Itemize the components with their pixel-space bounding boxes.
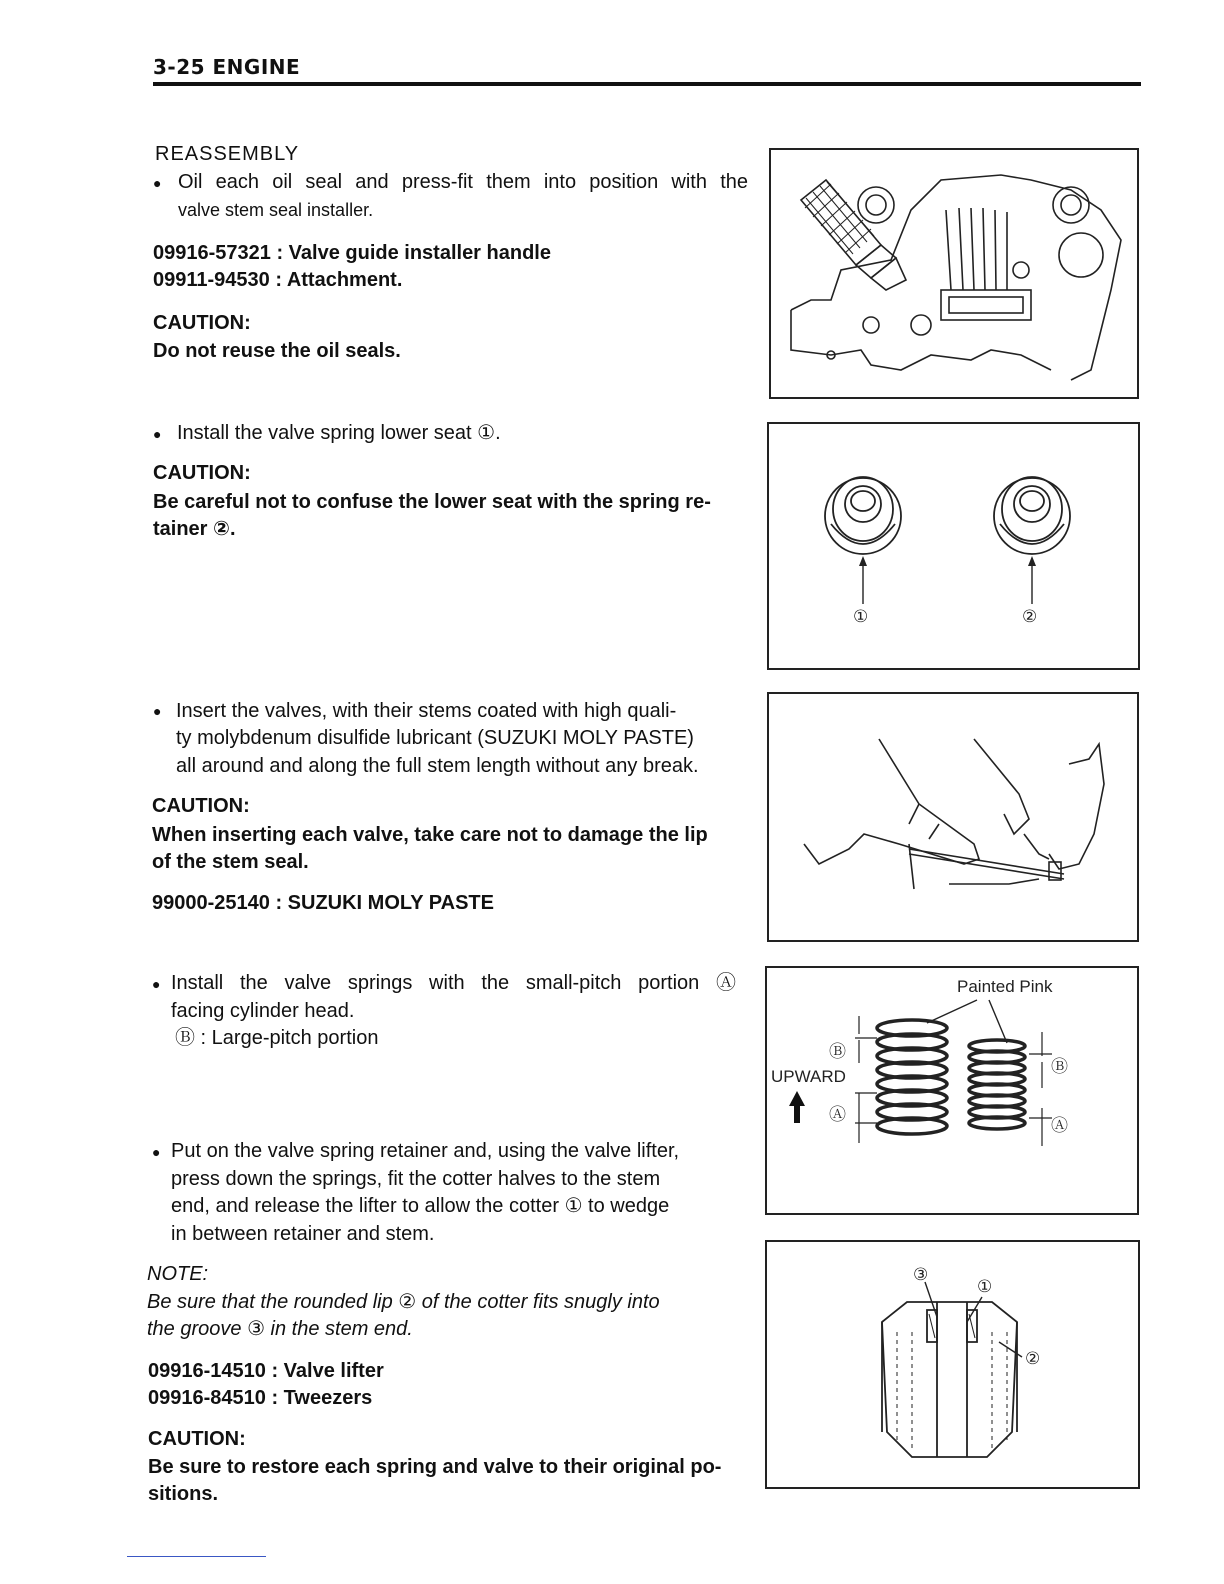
bullet-dot: ● xyxy=(153,426,162,442)
retainer-caution-line1: Be sure to restore each spring and valve to their original po- xyxy=(148,1456,722,1478)
page-header xyxy=(153,55,1141,79)
label-a-left: Ⓐ xyxy=(829,1105,846,1124)
lower-seat-caution-line2: tainer ②. xyxy=(153,518,236,540)
reassembly-caution-label: CAUTION: xyxy=(153,312,251,334)
retainer-bullet-line3: end, and release the lifter to allow the cotter ① to wedge xyxy=(171,1195,670,1217)
bullet-dot: ● xyxy=(153,703,162,719)
retainer-bullet-line4: in between retainer and stem. xyxy=(171,1223,435,1245)
retainer-tool2: 09916-84510 : Tweezers xyxy=(148,1387,373,1409)
bullet-dot: ● xyxy=(152,1144,161,1160)
valves-bullet-line3: all around and along the full stem length without any break. xyxy=(176,755,699,777)
figure-springs xyxy=(765,966,1139,1215)
lower-seat-bullet: Install the valve spring lower seat ①. xyxy=(177,422,501,444)
bottom-link-underline xyxy=(127,1556,266,1557)
retainer-bullet-line1: Put on the valve spring retainer and, using the valve lifter, xyxy=(171,1140,680,1162)
seat-label-1: ① xyxy=(853,607,869,626)
upward-label: UPWARD xyxy=(771,1067,846,1086)
reassembly-tool2: 09911-94530 : Attachment. xyxy=(153,269,403,291)
bullet-dot: ● xyxy=(152,976,161,992)
cotter-label-1: ① xyxy=(977,1277,993,1296)
valves-caution-line1: When inserting each valve, take care not to damage the lip xyxy=(152,824,708,846)
outer-spring xyxy=(877,1020,947,1134)
seat-retainer-illustration xyxy=(769,424,1138,668)
retainer-note-line1: Be sure that the rounded lip ② of the cotter fits snugly into xyxy=(147,1291,660,1313)
springs-bullet-line2: facing cylinder head. xyxy=(171,1000,355,1022)
valves-caution-line2: of the stem seal. xyxy=(152,851,309,873)
label-b-left: Ⓑ xyxy=(829,1042,846,1061)
lower-seat-caution-line1: Be careful not to confuse the lower seat with the spring re- xyxy=(153,491,711,513)
retainer-note-label: NOTE: xyxy=(147,1263,209,1285)
cylinder-head-illustration xyxy=(771,150,1137,397)
figure-cotter xyxy=(765,1240,1140,1489)
retainer-note-line2: the groove ③ in the stem end. xyxy=(147,1318,413,1340)
cotter-label-2: ② xyxy=(1025,1349,1041,1368)
reassembly-tool1: 09916-57321 : Valve guide installer handle xyxy=(153,242,551,264)
figure-seat-retainer xyxy=(767,422,1140,670)
seat-label-2: ② xyxy=(1022,607,1038,626)
cotter-illustration xyxy=(767,1242,1138,1487)
painted-pink-label: Painted Pink xyxy=(957,977,1053,996)
reassembly-bullet-line2: valve stem seal installer. xyxy=(178,200,374,220)
valves-part: 99000-25140 : SUZUKI MOLY PASTE xyxy=(152,892,494,914)
retainer-caution-label: CAUTION: xyxy=(148,1428,246,1450)
lower-seat-caution-label: CAUTION: xyxy=(153,462,251,484)
reassembly-bullet-line1: Oil each oil seal and press-fit them into position with the xyxy=(178,171,748,193)
cotter-label-3: ③ xyxy=(913,1265,929,1284)
retainer-caution-line2: sitions. xyxy=(148,1483,219,1505)
reassembly-caution-text: Do not reuse the oil seals. xyxy=(153,340,401,362)
upward-arrow-icon xyxy=(789,1091,805,1123)
header-rule xyxy=(153,82,1141,86)
label-b-right: Ⓑ xyxy=(1051,1057,1068,1076)
valves-bullet-line1: Insert the valves, with their stems coated with high quali- xyxy=(176,700,677,722)
valves-bullet-line2: ty molybdenum disulfide lubricant (SUZUKI MOLY PASTE) xyxy=(176,727,694,749)
figure-insert-valve xyxy=(767,692,1139,942)
springs-bullet-line1: Install the valve springs with the small-pitch portion Ⓐ xyxy=(171,972,736,994)
springs-illustration xyxy=(767,968,1137,1213)
bullet-dot: ● xyxy=(153,175,162,191)
figure-seal-installer xyxy=(769,148,1139,399)
reassembly-heading: REASSEMBLY xyxy=(155,143,300,165)
label-a-right: Ⓐ xyxy=(1051,1116,1068,1135)
retainer-tool1: 09916-14510 : Valve lifter xyxy=(148,1360,384,1382)
hands-valve-illustration xyxy=(769,694,1137,940)
retainer-bullet-line2: press down the springs, fit the cotter halves to the stem xyxy=(171,1168,661,1190)
page-title: 3-25 ENGINE xyxy=(153,55,301,79)
valves-caution-label: CAUTION: xyxy=(152,795,250,817)
springs-sub: Ⓑ : Large-pitch portion xyxy=(175,1027,379,1049)
inner-spring xyxy=(969,1040,1025,1129)
